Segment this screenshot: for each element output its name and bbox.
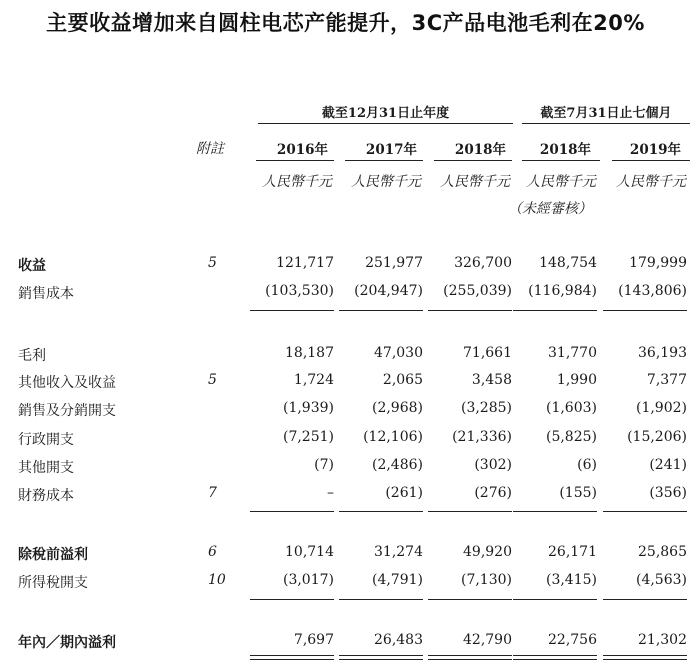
table-row: [0, 372, 691, 394]
row-value: 326,700: [454, 255, 512, 271]
row-value: (1,939): [282, 400, 334, 416]
row-value: 42,790: [463, 632, 512, 648]
row-value: (1,902): [635, 400, 687, 416]
row-value: 10,714: [285, 544, 334, 560]
row-label: 行政開支: [18, 432, 74, 448]
row-value: (12,106): [363, 429, 423, 445]
row-label: 所得稅開支: [18, 575, 88, 591]
row-label: 銷售及分銷開支: [18, 403, 116, 419]
year-header-2016: 2016年: [276, 142, 328, 158]
row-value: (356): [649, 485, 687, 501]
row-value: (1,603): [545, 400, 597, 416]
row-value: (204,947): [354, 283, 423, 299]
row-value: (3,285): [460, 400, 512, 416]
row-value: 7,697: [293, 632, 334, 648]
row-label: 除稅前溢利: [18, 547, 88, 563]
row-value: 47,030: [374, 345, 423, 361]
row-value: (3,017): [282, 572, 334, 588]
row-value: (3,415): [545, 572, 597, 588]
row-value: 2,065: [382, 372, 423, 388]
row-value: 7,377: [646, 372, 687, 388]
row-value: (155): [559, 485, 597, 501]
total-double-rule: [603, 655, 687, 660]
subtotal-rule: [339, 599, 423, 600]
year-rule: [345, 160, 423, 161]
total-double-rule: [428, 655, 512, 660]
row-value: 31,274: [374, 544, 423, 560]
row-label: 其他開支: [18, 460, 74, 476]
table-row: [0, 429, 691, 451]
year-header-2019-7m: 2019年: [629, 142, 681, 158]
row-value: 26,483: [374, 632, 423, 648]
subtotal-rule: [513, 310, 597, 311]
row-value: 251,977: [365, 255, 423, 271]
row-value: –: [327, 485, 334, 501]
group-rule-months: [522, 123, 690, 124]
year-rule: [256, 160, 334, 161]
subtotal-rule: [339, 511, 423, 512]
year-header-2018-7m: 2018年: [539, 142, 591, 158]
row-value: 22,756: [548, 632, 597, 648]
row-value: 1,990: [556, 372, 597, 388]
row-value: 179,999: [629, 255, 687, 271]
row-label: 銷售成本: [18, 286, 74, 302]
row-value: 3,458: [471, 372, 512, 388]
subtotal-rule: [250, 310, 334, 311]
row-note: 5: [208, 372, 217, 388]
unit-label: 人民幣千元: [440, 174, 510, 190]
unit-label: 人民幣千元: [351, 174, 421, 190]
row-value: 18,187: [285, 345, 334, 361]
table-row: [0, 457, 691, 479]
row-value: (21,336): [452, 429, 512, 445]
subtotal-rule: [603, 511, 687, 512]
table-row: [0, 485, 691, 507]
row-note: 10: [208, 572, 226, 588]
table-row: [0, 632, 691, 654]
row-value: (2,486): [371, 457, 423, 473]
row-label: 財務成本: [18, 488, 74, 504]
row-value: 121,717: [276, 255, 334, 271]
table-row: [0, 345, 691, 367]
row-value: 31,770: [548, 345, 597, 361]
row-value: (255,039): [443, 283, 512, 299]
row-value: (241): [649, 457, 687, 473]
group-rule-years: [258, 123, 513, 124]
unit-label: 人民幣千元: [262, 174, 332, 190]
subtotal-rule: [603, 310, 687, 311]
row-value: 49,920: [463, 544, 512, 560]
subtotal-rule: [250, 599, 334, 600]
row-value: 26,171: [548, 544, 597, 560]
row-value: (7,251): [282, 429, 334, 445]
group-header-years: 截至12月31日止年度: [321, 106, 450, 121]
row-value: (261): [385, 485, 423, 501]
row-value: (6): [577, 457, 597, 473]
row-value: (7): [314, 457, 334, 473]
table-row: [0, 400, 691, 422]
row-value: 71,661: [463, 345, 512, 361]
row-label: 其他收入及收益: [18, 375, 116, 391]
unit-label: 人民幣千元: [526, 174, 596, 190]
row-value: (5,825): [545, 429, 597, 445]
subtotal-rule: [250, 511, 334, 512]
row-value: 21,302: [638, 632, 687, 648]
year-rule: [434, 160, 512, 161]
subtotal-rule: [428, 310, 512, 311]
year-header-2017: 2017年: [365, 142, 417, 158]
table-row: [0, 283, 691, 305]
row-value: 148,754: [539, 255, 597, 271]
year-rule: [612, 160, 690, 161]
total-double-rule: [250, 655, 334, 660]
unit-label: 人民幣千元: [616, 174, 686, 190]
row-value: 1,724: [293, 372, 334, 388]
row-value: (276): [474, 485, 512, 501]
year-header-2018: 2018年: [454, 142, 506, 158]
unaudited-label: （未經審核）: [508, 201, 592, 217]
subtotal-rule: [603, 599, 687, 600]
table-row: [0, 255, 691, 277]
row-value: (7,130): [460, 572, 512, 588]
page-title: 主要收益增加来自圆柱电芯产能提升，3C产品电池毛利在20%: [46, 11, 645, 35]
subtotal-rule: [339, 310, 423, 311]
subtotal-rule: [428, 511, 512, 512]
row-value: (103,530): [265, 283, 334, 299]
row-label: 毛利: [18, 348, 46, 364]
row-value: 36,193: [638, 345, 687, 361]
group-header-months: 截至7月31日止七個月: [540, 106, 672, 121]
total-double-rule: [339, 655, 423, 660]
row-value: (15,206): [627, 429, 687, 445]
row-value: (4,791): [371, 572, 423, 588]
year-rule: [522, 160, 600, 161]
table-row: [0, 544, 691, 566]
total-double-rule: [513, 655, 597, 660]
row-value: 25,865: [638, 544, 687, 560]
row-value: (302): [474, 457, 512, 473]
note-column-header: 附註: [196, 141, 224, 157]
subtotal-rule: [513, 599, 597, 600]
row-value: (116,984): [528, 283, 597, 299]
row-note: 7: [208, 485, 217, 501]
row-value: (2,968): [371, 400, 423, 416]
row-value: (4,563): [635, 572, 687, 588]
row-label: 年內／期內溢利: [18, 635, 116, 651]
subtotal-rule: [428, 599, 512, 600]
row-value: (143,806): [618, 283, 687, 299]
row-note: 5: [208, 255, 217, 271]
table-row: [0, 572, 691, 594]
subtotal-rule: [513, 511, 597, 512]
row-note: 6: [208, 544, 217, 560]
row-label: 收益: [18, 258, 46, 274]
